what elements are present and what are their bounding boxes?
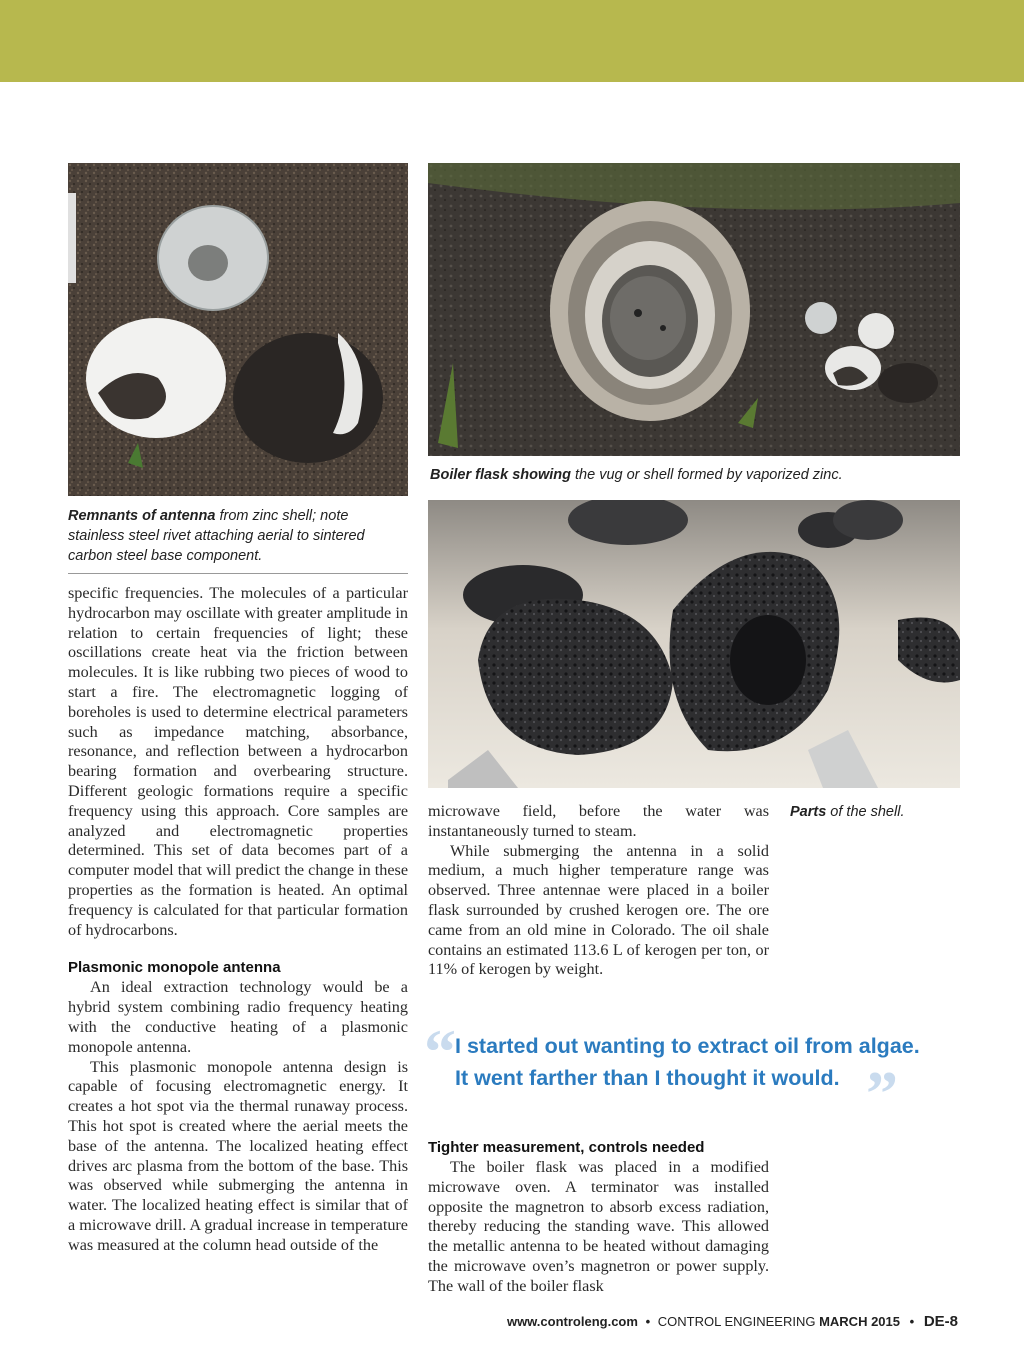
right-text-column-lower (428, 1138, 769, 1297)
shell-parts-photo (428, 500, 960, 788)
footer-magazine: CONTROL ENGINEERING (657, 1314, 816, 1329)
open-quote-mark: “ (424, 1016, 456, 1087)
right-paragraph-2: While submerging the antenna in a solid medium, a much higher temperature range was observed. Three antennae were placed in a boiler flask surrounded by crushed kerogen ore. The ore came from an old mine in Colorado. The oil shale contains an estimated 113.6 L of kerogen per ton, or 11% of kerogen by weight. (428, 841, 769, 979)
caption-divider (68, 573, 408, 574)
antenna-remnants-photo (68, 163, 408, 496)
footer-url: www.controleng.com (506, 1314, 638, 1329)
footer-page-number: DE-8 (923, 1313, 958, 1330)
left-paragraph-3: This plasmonic monopole antenna design is capable of focusing electromagnetic energy. It creates a hot spot via the thermal runaway process. This hot spot is created where the aerial meets the base of the antenna. The localized heating effect drives arc plasma from the bottom of the base. This was observed while submerging the antenna in water. The localized heating effect is similar that of a microwave drill. A gradual increase in temperature was measured at the column head outside of the (68, 1057, 408, 1254)
pull-quote (455, 1030, 995, 1094)
header-color-bar (0, 0, 1024, 82)
tighter-measurement-heading: Tighter measurement, controls needed (428, 1139, 705, 1156)
close-quote-mark: ” (866, 1058, 898, 1129)
shell-parts-caption: Parts of the shell. (790, 804, 905, 820)
footer-separator-2: • (909, 1314, 915, 1329)
plasmonic-heading: Plasmonic monopole antenna (68, 959, 281, 977)
antenna-remnants-caption: Remnants of antenna from zinc shell; note stainless steel rivet attaching aerial to sintered carbon steel base component. (68, 508, 365, 564)
left-text-column (68, 584, 408, 1256)
page-footer (507, 1313, 958, 1330)
footer-separator-1: • (645, 1314, 651, 1329)
footer-issue: MARCH 2015 (819, 1314, 900, 1329)
left-paragraph-2: An ideal extraction technology would be a hybrid system combining radio frequency heating with the conductive heating of a plasmonic monopole antenna. (68, 978, 408, 1056)
right-paragraph-3: The boiler flask was placed in a modified microwave oven. A terminator was installed opposite the magnetron to absorb excess radiation, thereby reducing the standing wave. This allowed the metallic antenna to be heated without damaging the microwave oven’s magnetron or power supply. The wall of the boiler flask (428, 1158, 769, 1295)
right-paragraph-1: microwave field, before the water was instantaneously turned to steam. (428, 802, 769, 840)
left-paragraph-1: specific frequencies. The molecules of a particular hydrocarbon may oscillate with greater amplitude in relation to certain frequencies of light; these oscillations create heat via the friction between molecules. It is like rubbing two pieces of wood to start a fire. The electromagnetic logging of boreholes is used to determine electrical parameters such as impedance matching, absorbance, resonance, and reflection between a hydrocarbon bearing formation and overbearing structure. Different geologic formations require a specific frequency using this approach. Core samples are analyzed and electromagnetic properties determined. This set of data becomes part of a computer model that will predict the change in these properties as the formation is heated. An optimal frequency is calculated for that particular formation of hydrocarbons. (68, 584, 408, 939)
boiler-flask-caption: Boiler flask showing the vug or shell formed by vaporized zinc. (430, 467, 843, 483)
right-text-column-upper (428, 802, 769, 980)
pull-quote-line-1: I started out wanting to extract oil from algae. (455, 1034, 920, 1058)
boiler-flask-photo (428, 163, 960, 456)
pull-quote-line-2: It went farther than I thought it would. (455, 1066, 840, 1090)
